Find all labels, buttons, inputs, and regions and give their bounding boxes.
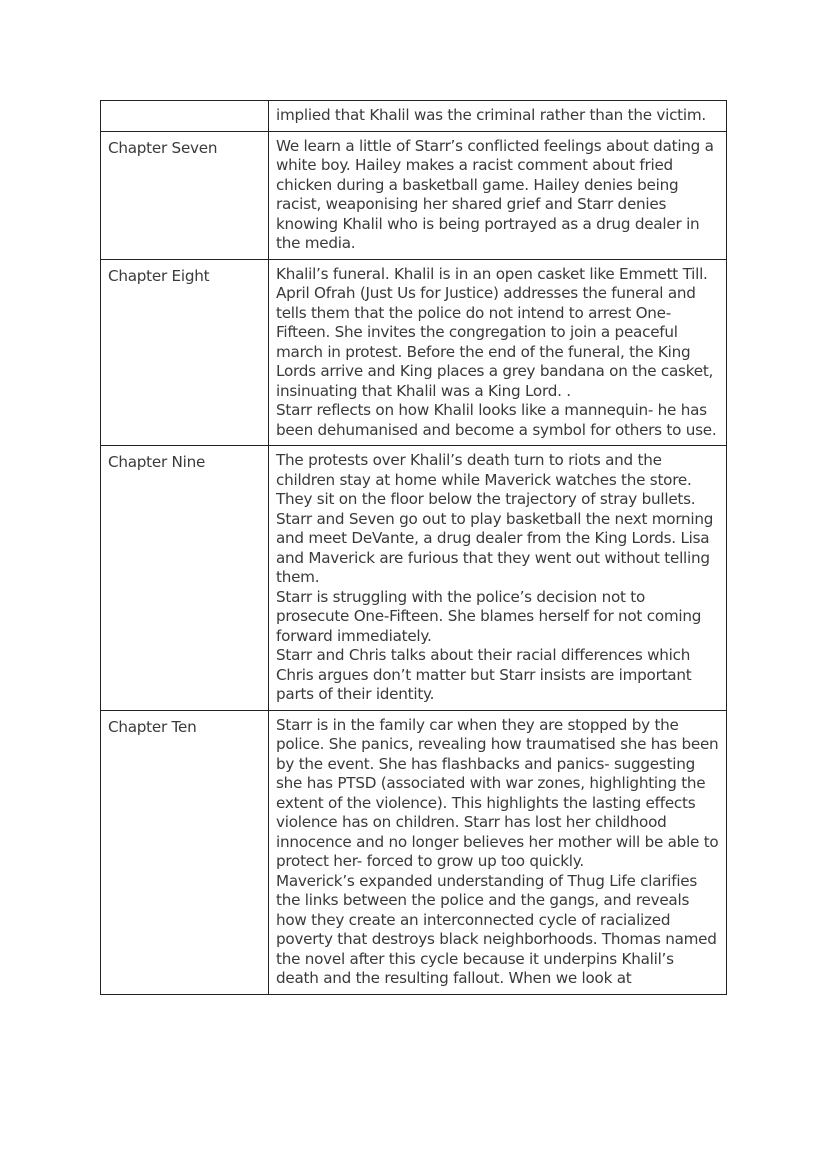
summary-paragraph: Starr and Chris talks about their racial differences which Chris argues don’t matter but Starr insists are important parts of their identity. [276,646,696,703]
table-row [101,710,727,994]
summary-paragraph: Khalil’s funeral. Khalil is in an open casket like Emmett Till. April Ofrah (Just Us for Justice) addresses the funeral and tells them that the police do not intend to arrest One-Fifteen. She invites the congregation to join a peaceful march in protest. Before the end of the funeral, the King Lords arrive and King places a grey bandana on the casket, insinuating that Khalil was a King Lord. . [276,264,718,400]
summary-cell [269,710,727,994]
table-row [101,131,727,259]
summary-paragraph: We learn a little of Starr’s conflicted feelings about dating a white boy. Hailey makes a racist comment about fried chicken during a basketball game. Hailey denies being racist, weaponising her shared grief and Starr denies knowing Khalil who is being portrayed as a drug dealer in the media. [276,136,719,252]
summary-paragraph: implied that Khalil was the criminal rather than the victim. [276,106,706,124]
summary-cell [269,101,727,132]
summary-cell [269,259,727,446]
chapter-label: Chapter Nine [108,453,206,471]
chapter-cell [101,446,269,711]
chapter-summary-table [100,100,727,995]
chapter-cell [101,259,269,446]
summary-paragraph: Starr is struggling with the police’s decision not to prosecute One-Fifteen. She blames herself for not coming forward immediately. [276,587,706,645]
summary-paragraph: Maverick’s expanded understanding of Thug Life clarifies the links between the police and the gangs, and reveals how they create an interconnected cycle of racialized poverty that destroys black neighborhoods. Thomas named the novel after this cycle because it underpins Khalil’s death and the resulting fallout. When we look at [276,871,722,987]
summary-paragraph: Starr is in the family car when they are stopped by the police. She panics, revealing how traumatised she has been by the event. She has flashbacks and panics- suggesting she has PTSD (associated with war zones, highlighting the extent of the violence). This highlights the lasting effects violence has on children. Starr has lost her childhood innocence and no longer believes her mother will be able to protect her- forced to grow up too quickly. [276,715,724,870]
summary-cell [269,131,727,259]
chapter-label: Chapter Seven [108,138,218,157]
chapter-cell [101,131,269,259]
chapter-cell [101,101,269,132]
chapter-label: Chapter Eight [108,266,210,285]
summary-cell [269,446,727,711]
summary-paragraph: The protests over Khalil’s death turn to riots and the children stay at home while Maverick watches the store. They sit on the floor below the trajectory of stray bullets. Starr and Seven go out to play basketball the next morning and meet DeVante, a drug dealer from the King Lords. Lisa and Maverick are furious that they went out without telling them. [276,451,718,586]
summary-paragraph: Starr reflects on how Khalil looks like a mannequin- he has been dehumanised and become a symbol for others to use. [276,401,717,439]
chapter-label: Chapter Ten [108,717,197,736]
table-row [101,446,727,711]
table-row [101,101,727,132]
chapter-cell [101,710,269,994]
table-row [101,259,727,446]
